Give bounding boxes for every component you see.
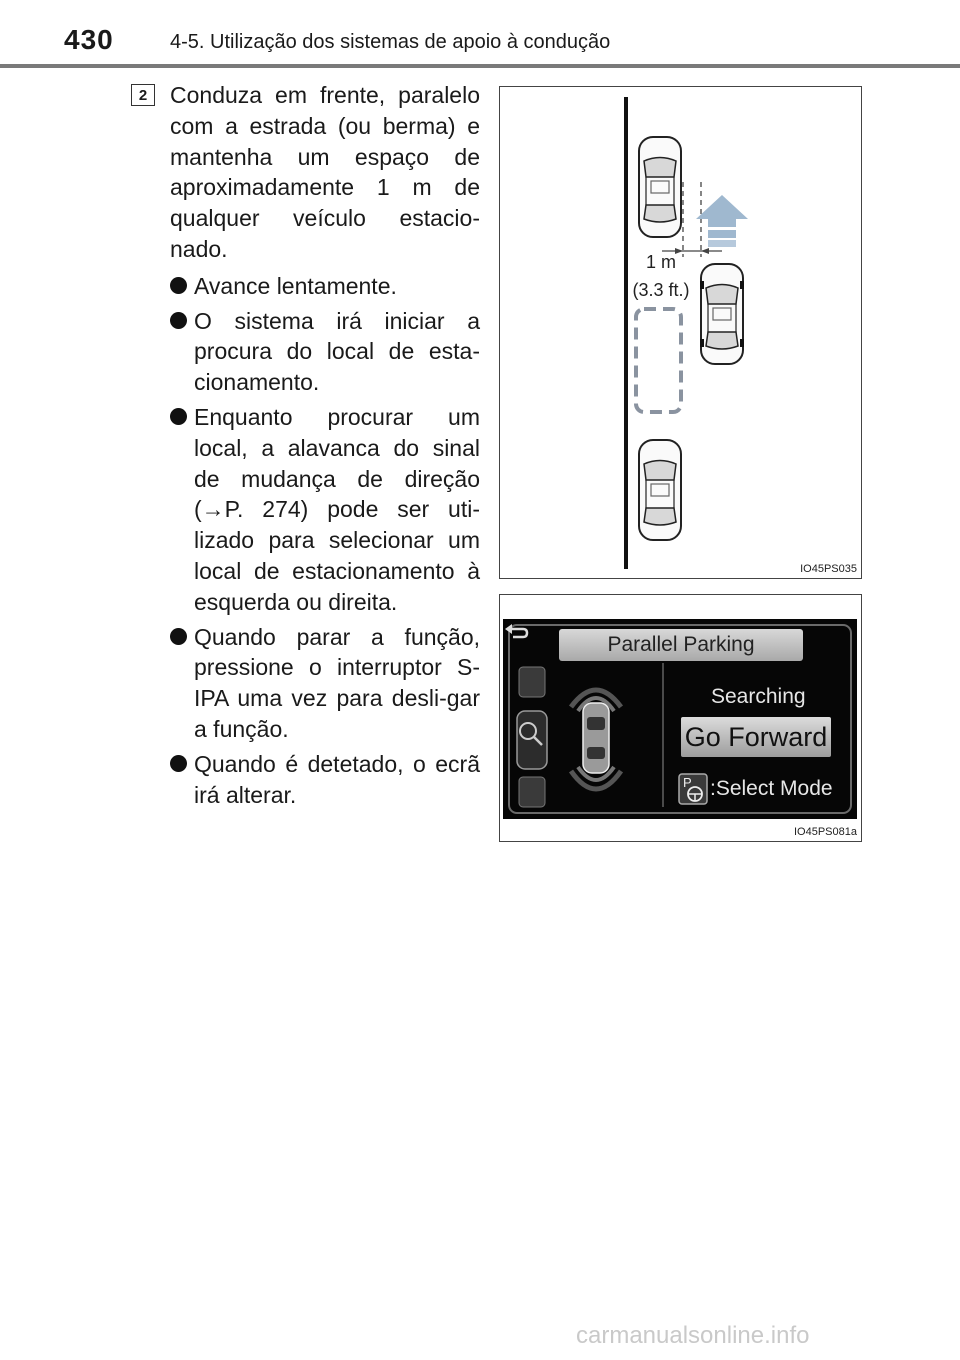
figure-code: IO45PS035 [800,563,857,575]
bullet-item: Avance lentamente. [170,271,480,302]
chapter-title: 4-5. Utilização dos sistemas de apoio à condução [170,31,611,53]
bullet-item: Quando é detetado, o ecrã irá alterar. [170,749,480,811]
page-number: 430 [64,24,114,55]
display-screen-figure [499,594,862,842]
status-text: Searching [711,685,806,708]
bullet-dot-icon [170,312,187,329]
step-text [170,80,480,814]
title-bar [559,629,803,661]
step-number-box: 2 [131,84,155,106]
go-forward-button[interactable] [681,717,831,757]
distance-metric-label: 1 m [645,252,677,272]
bullet-dot-icon [170,408,187,425]
forward-arrow-icon [696,195,748,247]
bullet-dot-icon [170,755,187,772]
distance-imperial-label: (3.3 ft.) [632,280,690,300]
select-mode-label: :Select Mode [710,777,833,800]
svg-text:P: P [683,775,692,790]
bullet-item: Enquanto procurar um local, a alavanca do sinal de mudança de direção (→P. 274) pode ser uti-lizado para selecionar um local de estacionamento à esquerda ou direita. [170,402,480,618]
page-header [0,0,960,70]
step-intro: Conduza em frente, paralelo com a estrada (ou berma) e mantenha um espaço de aproximadamente 1 m de qualquer veículo estacio-nado. [170,82,480,262]
moving-car-icon [700,264,744,364]
figure-code: IO45PS081a [794,826,857,838]
back-arrow-icon[interactable] [503,619,529,645]
steering-mode-icon [678,773,708,805]
screen-title: Parallel Parking [607,633,755,656]
bullet-dot-icon [170,628,187,645]
bullet-item: O sistema irá iniciar a procura do local de esta-cionamento. [170,306,480,398]
parked-car-icon [639,137,681,237]
parked-car-icon [639,440,681,540]
bullet-list [170,271,480,811]
display-screen [503,619,857,819]
parking-diagram [500,87,861,578]
header-rule [0,64,960,68]
bullet-item: Quando parar a função, pressione o interruptor S-IPA uma vez para desli-gar a função. [170,622,480,745]
parking-diagram-figure [499,86,862,579]
side-button [519,667,545,697]
search-tab [517,711,547,769]
bullet-dot-icon [170,277,187,294]
go-forward-label: Go Forward [684,722,828,752]
parking-space-dashed [636,309,681,412]
sensor-car-icon [571,690,621,789]
watermark: carmanualsonline.info [576,1322,810,1349]
side-button [519,777,545,807]
